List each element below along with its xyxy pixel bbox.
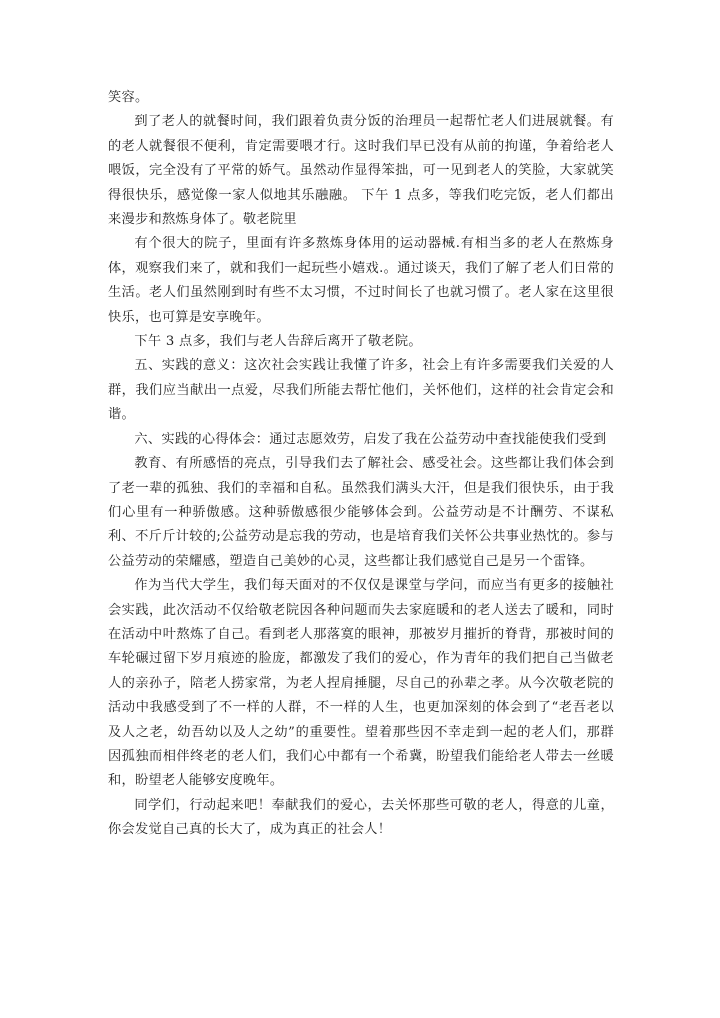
paragraph-opening: 笑容。 [108, 90, 149, 105]
paragraph-meal-time: 到了老人的就餐时间，我们跟着负责分饭的治理员一起帮忙老人们进展就餐。有的老人就餐很不便利，肯定需要喂才行。这时我们早已没有从前的拘谨，争着给老人喂饭，完全没有了平常的娇气。虽然动作显得笨拙，可一见到老人的笑脸，大家就笑得很快乐，感觉像一家人似地其乐融融。 下午 1 点多，等我们吃完饭，老人们都出来漫步和熬炼身体了。敬老院里 [108, 114, 614, 228]
paragraph-reflection: 教育、有所感悟的亮点，引导我们去了解社会、感受社会。这些都让我们体会到了老一辈的孤独、我们的幸福和自私。虽然我们满头大汗，但是我们很快乐，由于我们心里有一种骄傲感。这种骄傲感很少能够体会到。公益劳动是不计酬劳、不谋私利、不斤斤计较的;公益劳动是忘我的劳动，也是培育我们关怀公共事业热忱的。参与公益劳动的荣耀感，塑造自己美妙的心灵，这些都让我们感觉自己是另一个雷锋。 [108, 456, 614, 569]
paragraph-closing: 同学们，行动起来吧！奉献我们的爱心，去关怀那些可敬的老人，得意的儿童，你会发觉自己真的长大了，成为真正的社会人！ [108, 797, 614, 838]
paragraph-reflection-heading: 六、实践的心得体会：通过志愿效劳，启发了我在公益劳动中查找能使我们受到 [134, 431, 607, 447]
paragraph-courtyard: 有个很大的院子，里面有许多熬炼身体用的运动器械.有相当多的老人在熬炼身体，观察我们来了，就和我们一起玩些小嬉戏.。通过谈天，我们了解了老人们日常的生活。老人们虽然刚到时有些不太习惯，不过时间长了也就习惯了。老人家在这里很快乐，也可算是安享晚年。 [108, 236, 614, 325]
paragraph-departure: 下午 3 点多，我们与老人告辞后离开了敬老院。 [134, 334, 422, 350]
document-page [108, 86, 614, 843]
paragraph-significance: 五、实践的意义：这次社会实践让我懂了许多，社会上有许多需要我们关爱的人群，我们应当献出一点爱，尽我们所能去帮忙他们，关怀他们，这样的社会肯定会和谐。 [108, 358, 614, 423]
paragraph-student-role: 作为当代大学生，我们每天面对的不仅仅是课堂与学问，而应当有更多的接触社会实践，此次活动不仅给敬老院因各种问题而失去家庭暖和的老人送去了暖和，同时在活动中叶熬炼了自己。看到老人那落寞的眼神，那被岁月摧折的脊背，那被时间的车轮碾过留下岁月痕迹的脸庞，都激发了我们的爱心，作为青年的我们把自己当做老人的亲孙子，陪老人捞家常，为老人捏肩捶腿，尽自己的孙辈之孝。从今次敬老院的活动中我感受到了不一样的人群，不一样的人生，也更加深刻的体会到了“老吾老以及人之老，幼吾幼以及人之幼”的重要性。望着那些因不幸走到一起的老人们，那群因孤独而相伴终老的老人们，我们心中都有一个希冀，盼望我们能给老人带去一丝暖和，盼望老人能够安度晚年。 [108, 578, 614, 789]
